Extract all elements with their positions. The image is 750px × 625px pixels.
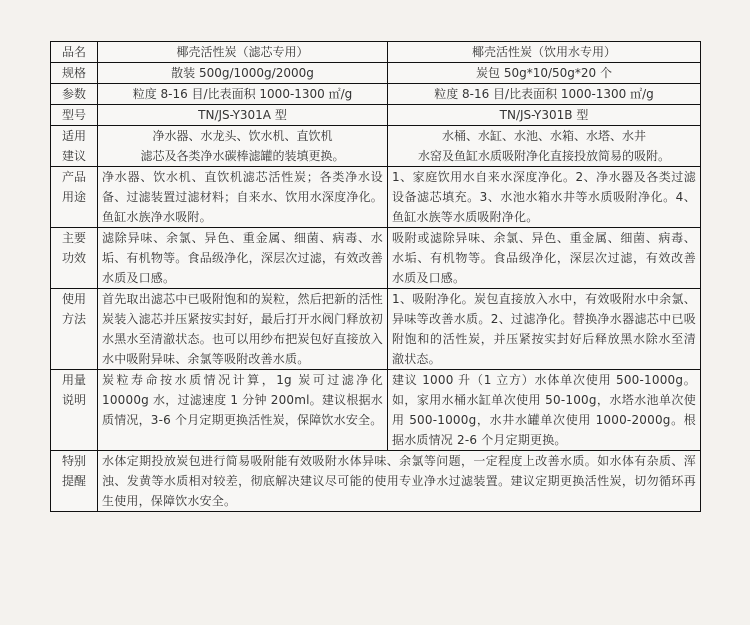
table-row-method — [51, 289, 701, 370]
cell-model-drinking: TN/JS-Y301B 型 — [388, 105, 701, 126]
product-spec-table — [50, 41, 701, 512]
row-label-function: 主要 功效 — [51, 228, 98, 289]
row-label-model: 型号 — [51, 105, 98, 126]
cell-notice: 水体定期投放炭包进行简易吸附能有效吸附水体异味、余氯等问题，一定程度上改善水质。如水体有杂质、浑浊、发黄等水质相对较差，彻底解决建议尽可能的使用专业净水过滤装置。建议定期更换活性炭，切勿循环再生使用，保障饮水安全。 — [98, 451, 701, 512]
cell-params-drinking: 粒度 8-16 目/比表面积 1000-1300 ㎡/g — [388, 84, 701, 105]
table-row-name — [51, 42, 701, 63]
table-row-function — [51, 228, 701, 289]
cell-dosage-filter: 炭粒寿命按水质情况计算，1g 炭可过滤净化 10000g 水，过滤速度 1 分钟 200ml。建议根据水质情况，3-6 个月定期更换活性炭，保障饮水安全。 — [98, 370, 388, 451]
cell-method-filter: 首先取出滤芯中已吸附饱和的炭粒，然后把新的活性炭装入滤芯并压紧按实封好，最后打开水阀门释放初水黑水至清澈状态。也可以用纱布把炭包好直接放入水中吸附异味、余氯等吸附改善水质。 — [98, 289, 388, 370]
table-row-spec — [51, 63, 701, 84]
cell-name-drinking: 椰壳活性炭（饮用水专用） — [388, 42, 701, 63]
row-label-notice: 特别 提醒 — [51, 451, 98, 512]
cell-params-filter: 粒度 8-16 目/比表面积 1000-1300 ㎡/g — [98, 84, 388, 105]
table-row-params — [51, 84, 701, 105]
row-label-dosage: 用量 说明 — [51, 370, 98, 451]
table-row-suitable — [51, 126, 701, 167]
cell-function-drinking: 吸附或滤除异味、余氯、异色、重金属、细菌、病毒、水垢、有机物等。食品级净化，深层次过滤，有效改善水质及口感。 — [388, 228, 701, 289]
cell-usage-drinking: 1、家庭饮用水自来水深度净化。2、净水器及各类过滤设备滤芯填充。3、水池水箱水井等水质吸附净化。4、鱼缸水族等水质吸附净化。 — [388, 167, 701, 228]
cell-dosage-drinking: 建议 1000 升（1 立方）水体单次使用 500-1000g。如，家用水桶水缸单次使用 50-100g，水塔水池单次使用 500-1000g，水井水罐单次使用 1000-2000g。根据水质情况 2-6 个月定期更换。 — [388, 370, 701, 451]
table-row-model — [51, 105, 701, 126]
cell-model-filter: TN/JS-Y301A 型 — [98, 105, 388, 126]
table-row-dosage — [51, 370, 701, 451]
cell-name-filter: 椰壳活性炭（滤芯专用） — [98, 42, 388, 63]
cell-method-drinking: 1、吸附净化。炭包直接放入水中，有效吸附水中余氯、异味等改善水质。2、过滤净化。替换净水器滤芯中已吸附饱和的活性炭，并压紧按实封好后释放黑水除水至清澈状态。 — [388, 289, 701, 370]
cell-spec-drinking: 炭包 50g*10/50g*20 个 — [388, 63, 701, 84]
table-row-notice — [51, 451, 701, 512]
cell-usage-filter: 净水器、饮水机、直饮机滤芯活性炭；各类净水设备、过滤装置过滤材料；自来水、饮用水深度净化。鱼缸水族净水吸附。 — [98, 167, 388, 228]
cell-suitable-drinking: 水桶、水缸、水池、水箱、水塔、水井 水窑及鱼缸水质吸附净化直接投放简易的吸附。 — [388, 126, 701, 167]
row-label-usage: 产品 用途 — [51, 167, 98, 228]
row-label-spec: 规格 — [51, 63, 98, 84]
cell-function-filter: 滤除异味、余氯、异色、重金属、细菌、病毒、水垢、有机物等。食品级净化，深层次过滤，有效改善水质及口感。 — [98, 228, 388, 289]
table-row-usage — [51, 167, 701, 228]
row-label-params: 参数 — [51, 84, 98, 105]
row-label-method: 使用 方法 — [51, 289, 98, 370]
row-label-name: 品名 — [51, 42, 98, 63]
cell-spec-filter: 散装 500g/1000g/2000g — [98, 63, 388, 84]
row-label-suitable: 适用 建议 — [51, 126, 98, 167]
cell-suitable-filter: 净水器、水龙头、饮水机、直饮机 滤芯及各类净水碳棒滤罐的装填更换。 — [98, 126, 388, 167]
